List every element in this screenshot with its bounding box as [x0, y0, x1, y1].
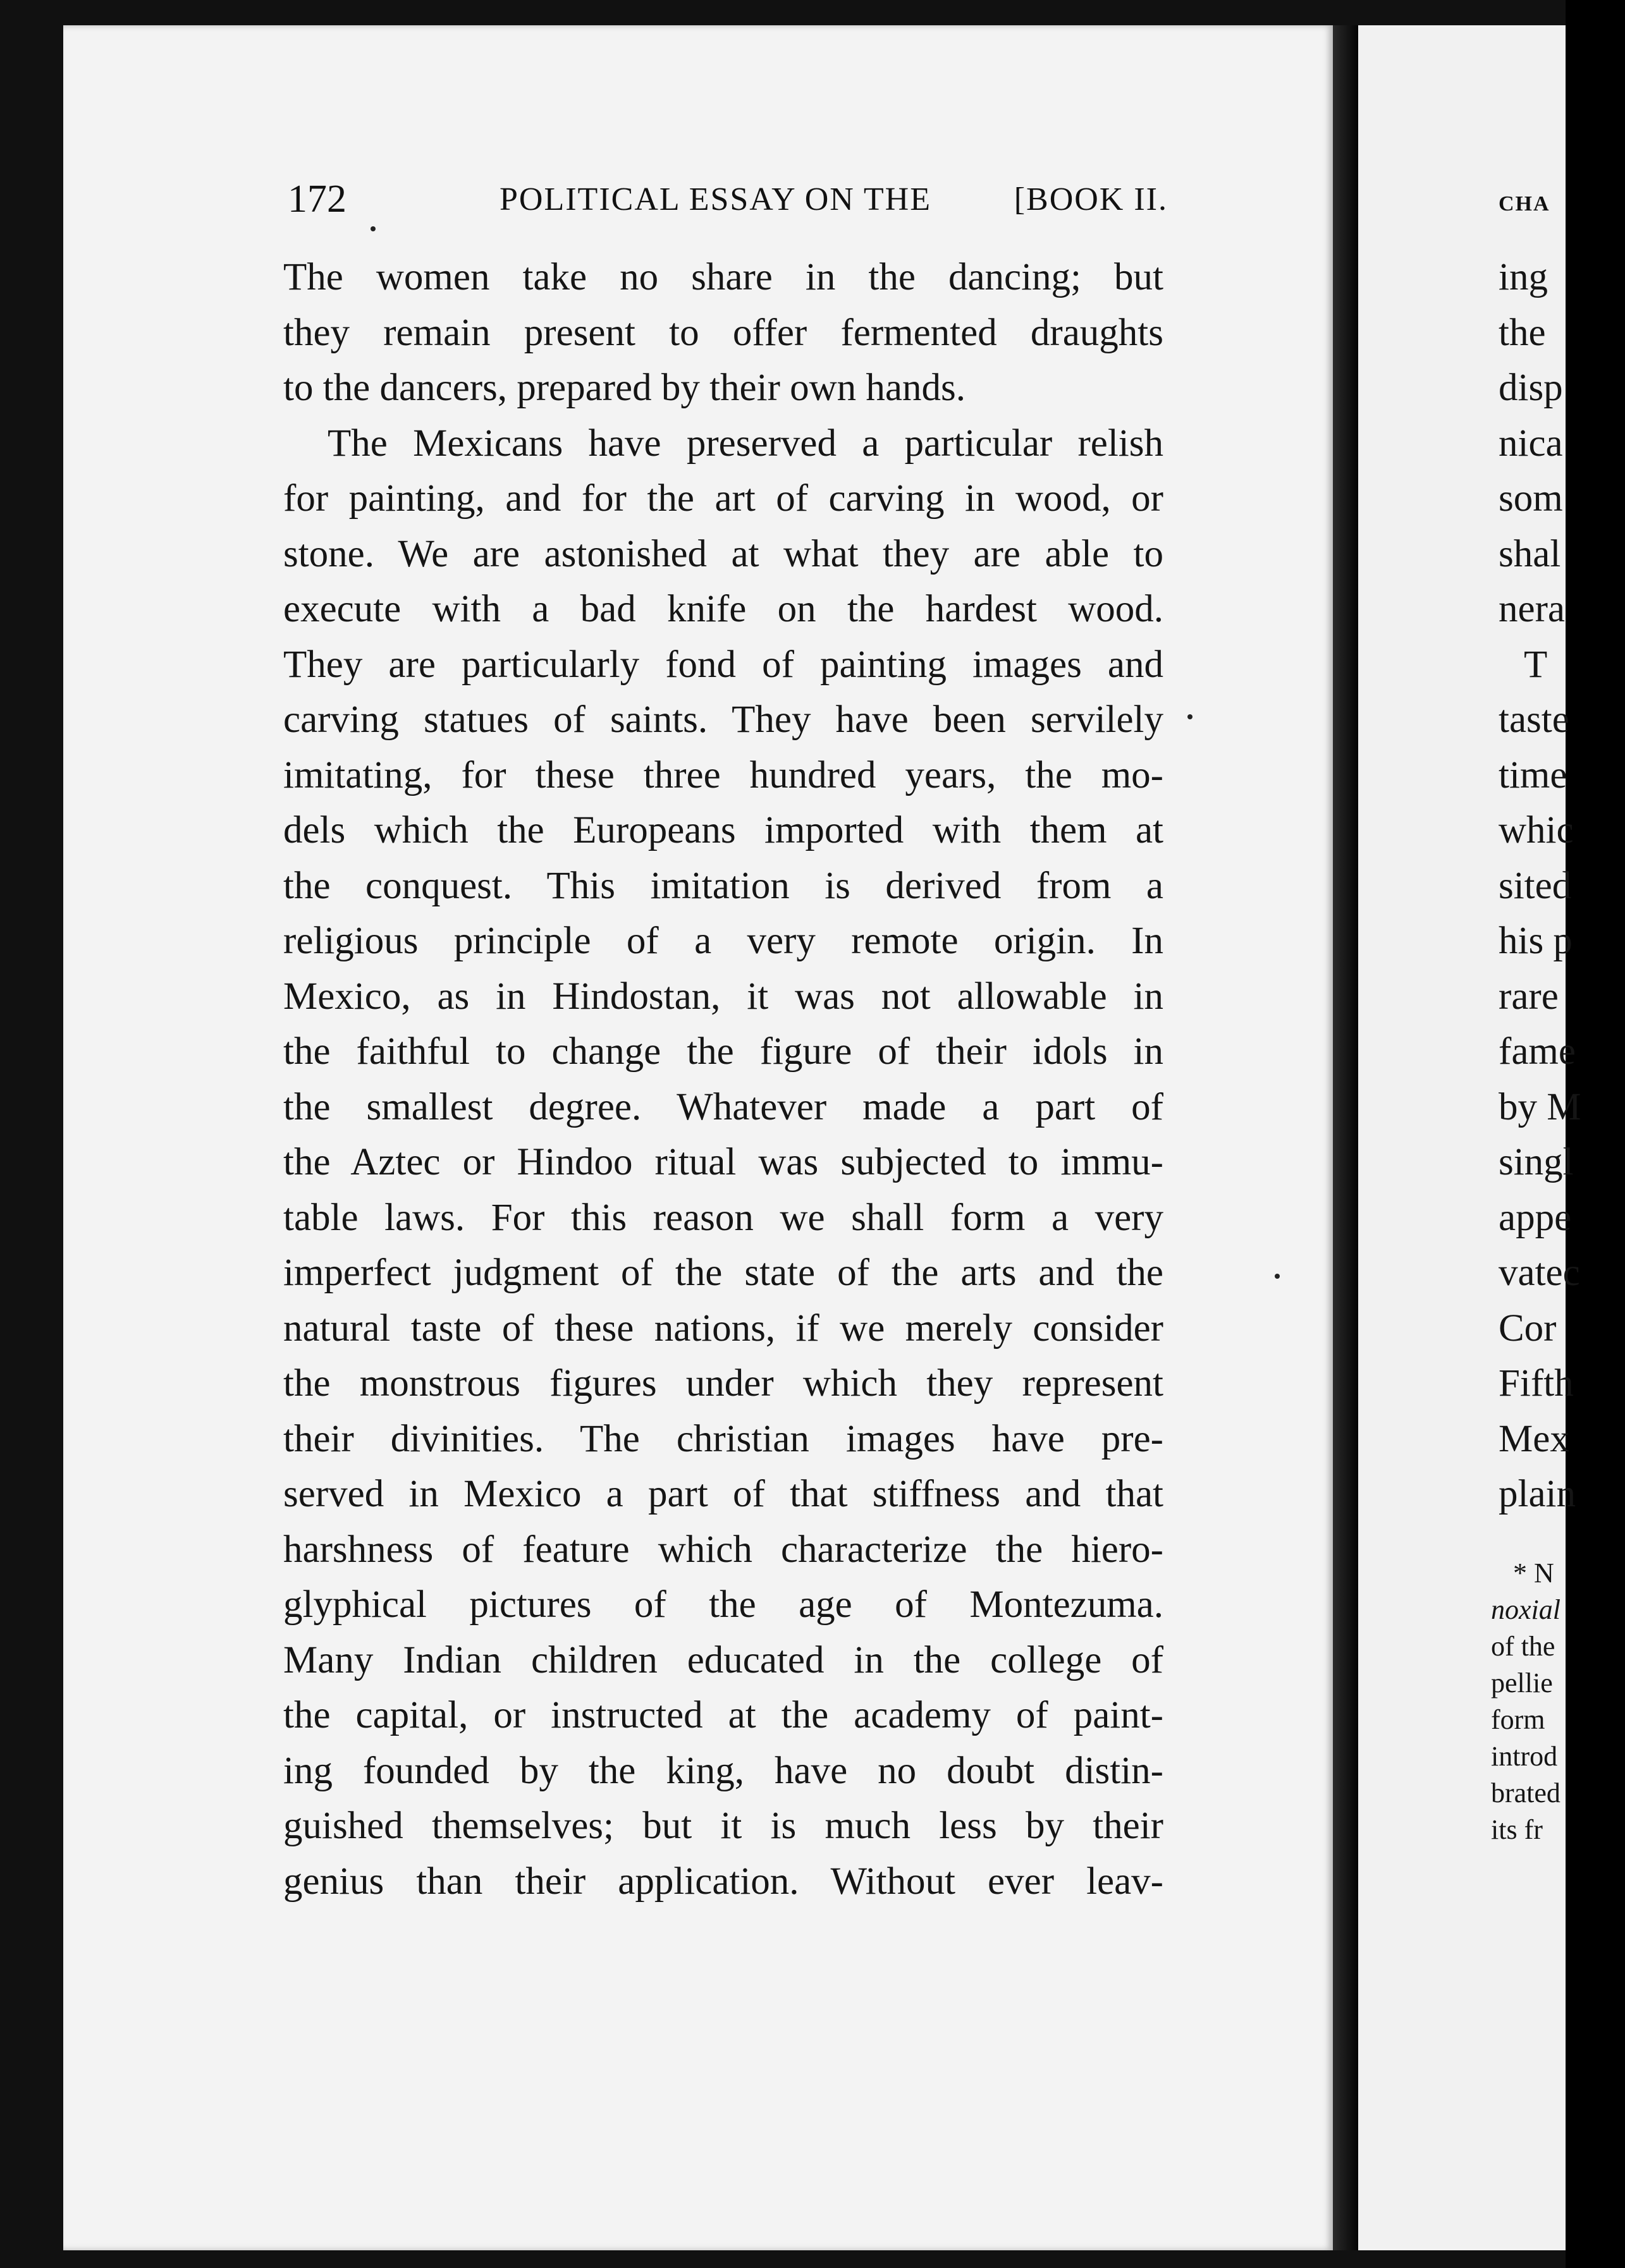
- text-line: the Aztec or Hindoo ritual was subjected to immu-: [283, 1141, 1163, 1183]
- right-text-line: Mex: [1499, 1417, 1569, 1460]
- right-text-line: time: [1499, 753, 1567, 796]
- text-line: to the dancers, prepared by their own hands.: [283, 367, 966, 409]
- right-text-line: som: [1499, 477, 1563, 520]
- text-line: imperfect judgment of the state of the arts and the: [283, 1252, 1163, 1294]
- book-gutter: [1333, 25, 1358, 2250]
- right-footnotes: [1491, 1555, 1617, 1848]
- right-text-line: appe: [1499, 1196, 1572, 1239]
- footnote-line: brated: [1491, 1777, 1561, 1808]
- right-text-line: T: [1524, 643, 1548, 686]
- text-line: carving statues of saints. They have been servilely: [283, 698, 1163, 741]
- footnote-line: introd: [1491, 1741, 1558, 1772]
- text-line: dels which the Europeans imported with them at: [283, 809, 1163, 851]
- footnote-line: form: [1491, 1704, 1545, 1735]
- right-text-line: vatec: [1499, 1252, 1580, 1294]
- right-text-line: shal: [1499, 532, 1561, 575]
- text-line: the conquest. This imitation is derived from a: [283, 864, 1163, 907]
- right-text-line: his p: [1499, 920, 1573, 962]
- text-line: stone. We are astonished at what they are able to: [283, 532, 1163, 575]
- text-line: glyphical pictures of the age of Montezuma.: [283, 1583, 1163, 1626]
- footnote-line: * N: [1513, 1558, 1554, 1588]
- text-line: their divinities. The christian images have pre-: [283, 1417, 1163, 1460]
- text-line: they remain present to offer fermented draughts: [283, 311, 1163, 354]
- right-body-text: [1499, 250, 1625, 1522]
- body-text: [283, 250, 1163, 1909]
- text-line: genius than their application. Without ever leav-: [283, 1860, 1163, 1903]
- right-text-line: taste: [1499, 698, 1569, 741]
- right-text-line: rare: [1499, 975, 1559, 1018]
- right-text-line: disp: [1499, 367, 1563, 409]
- right-text-line: nera: [1499, 588, 1565, 630]
- text-line: The Mexicans have preserved a particular relish: [328, 422, 1163, 465]
- right-page-edge: [1358, 25, 1581, 2250]
- page-header: [288, 177, 1168, 228]
- right-text-line: nica: [1499, 422, 1563, 465]
- right-text-line: sited: [1499, 864, 1572, 907]
- right-text-line: Fifth: [1499, 1362, 1574, 1405]
- text-line: table laws. For this reason we shall form a very: [283, 1196, 1163, 1239]
- text-line: guished themselves; but it is much less by their: [283, 1805, 1163, 1847]
- running-title: POLITICAL ESSAY ON THE: [500, 181, 931, 217]
- right-running-header: CHA: [1499, 192, 1550, 216]
- right-text-line: by M: [1499, 1085, 1581, 1128]
- left-page: [63, 25, 1333, 2250]
- right-text-line: Cor: [1499, 1307, 1557, 1350]
- right-text-line: the: [1499, 311, 1546, 354]
- text-line: They are particularly fond of painting images and: [283, 643, 1163, 686]
- text-line: the capital, or instructed at the academy of paint-: [283, 1694, 1163, 1736]
- text-line: served in Mexico a part of that stiffness and that: [283, 1473, 1163, 1515]
- text-line: religious principle of a very remote origin. In: [283, 920, 1163, 962]
- text-line: the smallest degree. Whatever made a part of: [283, 1085, 1163, 1128]
- footnote-line: its fr: [1491, 1814, 1543, 1845]
- right-text-line: fame: [1499, 1030, 1576, 1073]
- text-line: harshness of feature which characterize the hiero-: [283, 1528, 1163, 1571]
- text-line: ing founded by the king, have no doubt distin-: [283, 1749, 1163, 1792]
- footnote-line: of the: [1491, 1631, 1555, 1662]
- ink-speck: [371, 226, 376, 231]
- right-text-line: singl: [1499, 1141, 1574, 1183]
- running-book-label: [BOOK II.: [1014, 181, 1168, 217]
- page-number: 172: [288, 178, 346, 221]
- right-text-line: whic: [1499, 809, 1574, 851]
- text-line: imitating, for these three hundred years, the mo-: [283, 753, 1163, 796]
- text-line: Many Indian children educated in the college of: [283, 1638, 1163, 1681]
- text-line: for painting, and for the art of carving in wood, or: [283, 477, 1163, 520]
- text-line: The women take no share in the dancing; but: [283, 256, 1163, 298]
- text-line: the monstrous figures under which they represent: [283, 1362, 1163, 1405]
- text-line: Mexico, as in Hindostan, it was not allowable in: [283, 975, 1163, 1018]
- text-line: natural taste of these nations, if we merely consider: [283, 1307, 1163, 1350]
- text-line: execute with a bad knife on the hardest wood.: [283, 588, 1163, 630]
- ink-speck: [1187, 714, 1193, 719]
- text-line: the faithful to change the figure of their idols in: [283, 1030, 1163, 1073]
- right-text-line: ing: [1499, 256, 1548, 298]
- right-text-line: plain: [1499, 1473, 1576, 1515]
- ink-speck: [1275, 1274, 1280, 1279]
- footnote-line: pellie: [1491, 1667, 1553, 1698]
- footnote-line: noxial: [1491, 1594, 1561, 1625]
